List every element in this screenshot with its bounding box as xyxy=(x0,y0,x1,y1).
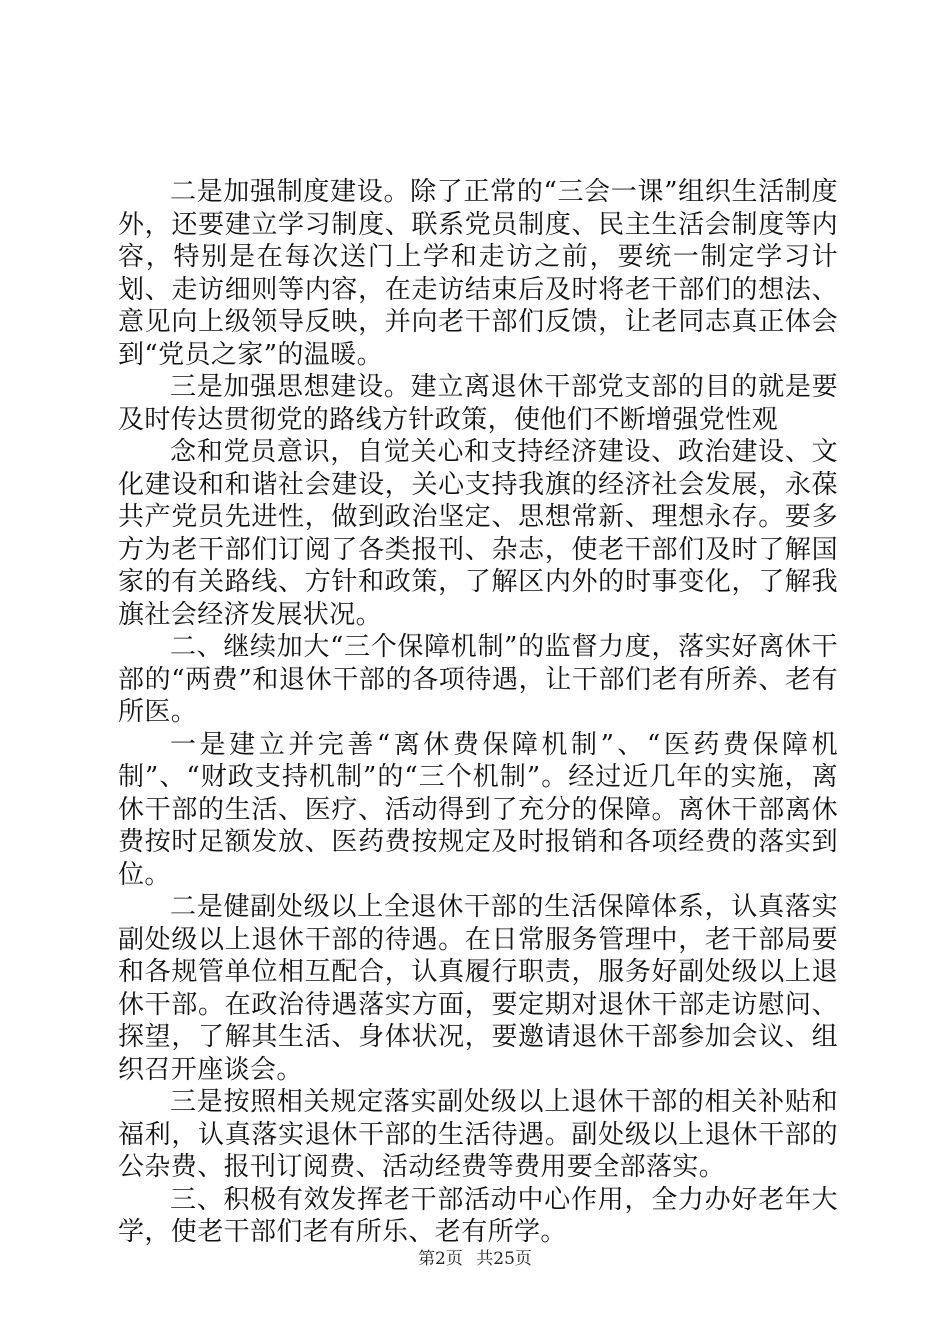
paragraph-institution-building: 二是加强制度建设。除了正常的“三会一课”组织生活制度外，还要建立学习制度、联系党员制度、民主生活会制度等内容，特别是在每次送门上学和走访之前，要统一制定学习计划、走访细则等内容，在走访结束后及时将老干部们的想法、意见向上级领导反映，并向老干部们反馈，让老同志真正体会到“党员之家”的温暖。 xyxy=(118,177,838,370)
page-number: 第2页 xyxy=(418,1249,463,1269)
paragraph-ideology-continued: 念和党员意识，自觉关心和支持经济建设、政治建设、文化建设和和谐社会建设，关心支持我旗的经济社会发展，永葆共产党员先进性，做到政治坚定、思想常新、理想永存。要多方为老干部们订阅了各类报刊、杂志，使老干部们及时了解国家的有关路线、方针和政策，了解区内外的时事变化，了解我旗社会经济发展状况。 xyxy=(118,437,838,630)
paragraph-section-two-heading: 二、继续加大“三个保障机制”的监督力度，落实好离休干部的“两费”和退休干部的各项待遇，让干部们老有所养、老有所医。 xyxy=(118,632,838,727)
paragraph-three-mechanisms: 一是建立并完善“离休费保障机制”、“医药费保障机制”、“财政支持机制”的“三个机制”。经过近几年的实施，离休干部的生活、医疗、活动得到了充分的保障。离休干部离休费按时足额发放、医药费按规定及时报销和各项经费的落实到位。 xyxy=(118,729,838,890)
paragraph-retiree-support-system: 二是健副处级以上全退休干部的生活保障体系，认真落实副处级以上退休干部的待遇。在日常服务管理中，老干部局要和各规管单位相互配合，认真履行职责，服务好副处级以上退休干部。在政治待遇落实方面，要定期对退休干部走访慰问、探望，了解其生活、身体状况，要邀请退休干部参加会议、组织召开座谈会。 xyxy=(118,892,838,1085)
paragraph-section-three-heading: 三、积极有效发挥老干部活动中心作用，全力办好老年大学，使老干部们老有所乐、老有所学。 xyxy=(118,1184,838,1247)
paragraph-ideology-building: 三是加强思想建设。建立离退休干部党支部的目的就是要及时传达贯彻党的路线方针政策，使他们不断增强党性观 xyxy=(118,372,838,435)
page-total: 共25页 xyxy=(476,1249,532,1269)
document-body xyxy=(118,176,838,1249)
page-footer xyxy=(0,1244,950,1269)
paragraph-subsidies-benefits: 三是按照相关规定落实副处级以上退休干部的相关补贴和福利，认真落实退休干部的生活待遇。副处级以上退休干部的公杂费、报刊订阅费、活动经费等费用要全部落实。 xyxy=(118,1087,838,1182)
